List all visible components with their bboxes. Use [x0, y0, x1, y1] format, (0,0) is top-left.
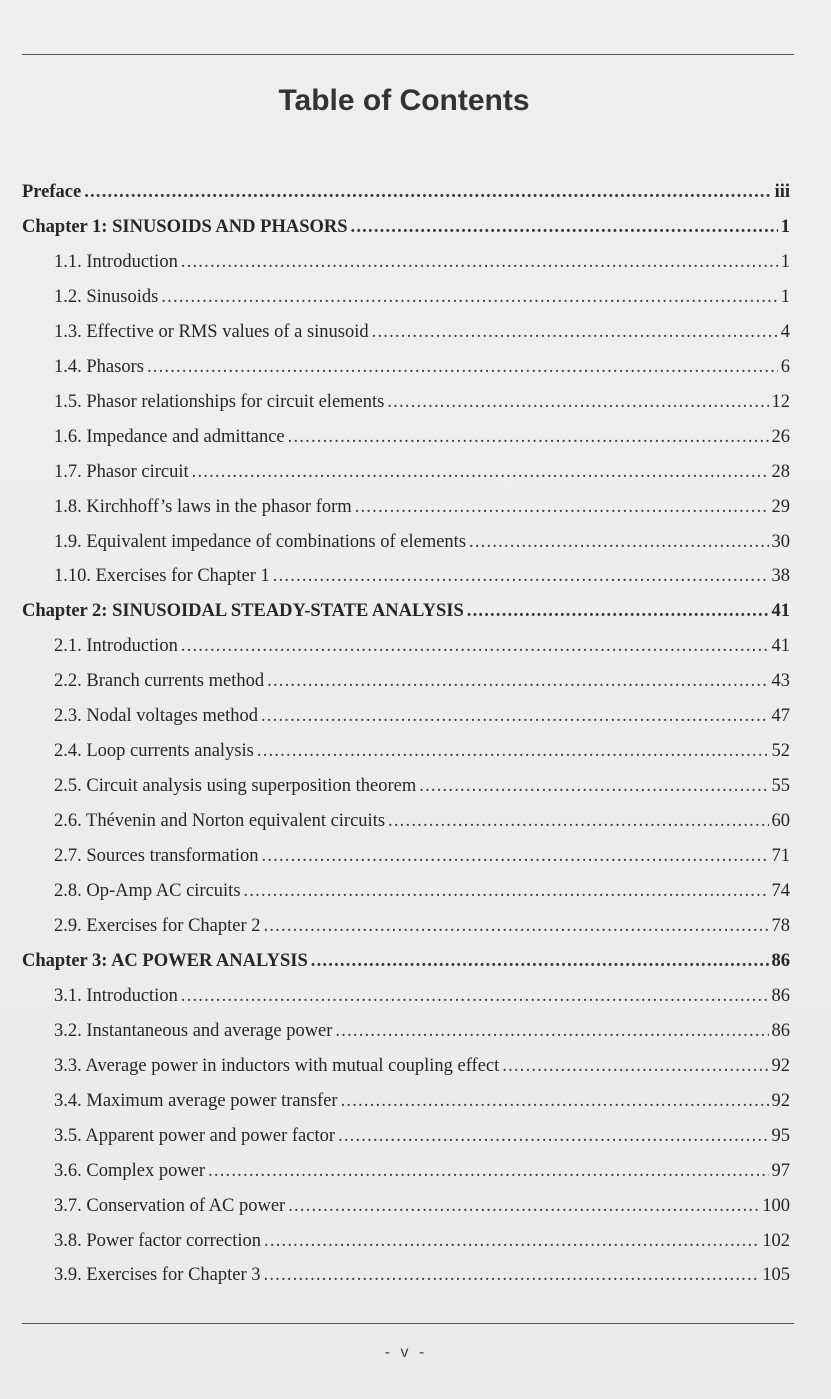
toc-section-entry [54, 245, 790, 280]
toc-entry-page-number: 86 [771, 950, 790, 971]
dot-leader [267, 664, 768, 699]
toc-entry-page-number: 97 [771, 1160, 790, 1181]
toc-section-entry [54, 350, 790, 385]
toc-entry-page-number: 78 [771, 915, 790, 936]
toc-section-entry [54, 734, 790, 769]
toc-section-entry [54, 979, 790, 1014]
toc-entry-page-number: 43 [771, 671, 790, 692]
toc-entry-label: 3.3. Average power in inductors with mutual coupling effect [54, 1055, 500, 1076]
dot-leader [387, 385, 768, 420]
header-rule [22, 54, 794, 55]
toc-entry-page-number: 1 [780, 216, 790, 237]
dot-leader [84, 175, 771, 210]
dot-leader [341, 1084, 769, 1119]
toc-section-entry [54, 769, 790, 804]
toc-section-entry [54, 280, 790, 315]
dot-leader [261, 699, 769, 734]
dot-leader [311, 944, 769, 979]
dot-leader [181, 629, 769, 664]
toc-entry-label: 1.4. Phasors [54, 356, 144, 377]
toc-entry-label: 3.8. Power factor correction [54, 1230, 262, 1251]
toc-entry-page-number: 4 [780, 321, 790, 342]
dot-leader [161, 280, 777, 315]
toc-section-entry [54, 385, 790, 420]
dot-leader [208, 1154, 768, 1189]
dot-leader [467, 594, 769, 629]
toc-entry-page-number: 52 [771, 741, 790, 762]
toc-entry-label: Chapter 2: SINUSOIDAL STEADY-STATE ANALYSIS [22, 601, 464, 622]
toc-entry-page-number: 6 [780, 356, 790, 377]
toc-section-entry [54, 804, 790, 839]
dot-leader [181, 979, 769, 1014]
toc-entry-label: 2.1. Introduction [54, 636, 178, 657]
toc-entry-page-number: 29 [771, 496, 790, 517]
toc-entry-label: 3.4. Maximum average power transfer [54, 1090, 338, 1111]
toc-entry-label: 1.7. Phasor circuit [54, 461, 189, 482]
toc-chapter-entry [22, 944, 790, 979]
toc-entry-label: 2.3. Nodal voltages method [54, 706, 258, 727]
toc-section-entry [54, 525, 790, 560]
toc-section-entry [54, 315, 790, 350]
toc-section-entry [54, 1154, 790, 1189]
toc-entry-page-number: 105 [762, 1265, 790, 1286]
toc-entry-page-number: 26 [771, 426, 790, 447]
toc-entry-label: 2.6. Thévenin and Norton equivalent circuits [54, 811, 386, 832]
dot-leader [273, 559, 769, 594]
toc-section-entry [54, 455, 790, 490]
page-number-footer: - v - [384, 1344, 428, 1361]
toc-entry-label: 1.2. Sinusoids [54, 286, 159, 307]
toc-chapter-entry [22, 594, 790, 629]
toc-entry-page-number: 95 [771, 1125, 790, 1146]
toc-entry-label: 3.6. Complex power [54, 1160, 206, 1181]
dot-leader [288, 1189, 759, 1224]
toc-entry-label: 2.5. Circuit analysis using superposition theorem [54, 776, 417, 797]
toc-entry-page-number: 100 [762, 1195, 790, 1216]
toc-entry-page-number: 74 [771, 881, 790, 901]
toc-section-entry [54, 1014, 790, 1049]
toc-entry-label: 3.1. Introduction [54, 985, 178, 1006]
toc-entry-label: 3.9. Exercises for Chapter 3 [54, 1265, 261, 1286]
dot-leader [335, 1014, 768, 1049]
toc-entry-label: 3.2. Instantaneous and average power [54, 1020, 333, 1041]
toc-chapter-entry [22, 175, 790, 210]
dot-leader [147, 350, 778, 385]
toc-entry-page-number: 47 [771, 706, 790, 727]
toc-entry-page-number: iii [774, 182, 790, 202]
toc-entry-label: 1.10. Exercises for Chapter 1 [54, 566, 270, 587]
toc-section-entry [54, 1119, 790, 1154]
toc-section-entry [54, 420, 790, 455]
dot-leader [244, 874, 769, 909]
dot-leader [264, 909, 769, 944]
toc-entry-page-number: 41 [771, 636, 790, 657]
toc-entry-page-number: 60 [771, 811, 790, 832]
dot-leader [181, 245, 778, 280]
dot-leader [338, 1119, 769, 1154]
toc-entry-label: 2.2. Branch currents method [54, 671, 265, 692]
toc-section-entry [54, 629, 790, 664]
toc-section-entry [54, 490, 790, 525]
toc-entry-label: 1.6. Impedance and admittance [54, 426, 285, 447]
toc-entry-label: Chapter 1: SINUSOIDS AND PHASORS [22, 216, 348, 237]
toc-entry-page-number: 55 [771, 776, 790, 797]
dot-leader [351, 210, 778, 245]
toc-entry-page-number: 71 [771, 846, 790, 867]
dot-leader [257, 734, 769, 769]
toc-entry-page-number: 1 [780, 286, 790, 307]
dot-leader [192, 455, 769, 490]
dot-leader [388, 804, 768, 839]
toc-entry-page-number: 1 [780, 251, 790, 272]
dot-leader [355, 490, 769, 525]
toc-entry-page-number: 38 [771, 566, 790, 587]
toc-entry-label: 1.9. Equivalent impedance of combinations of elements [54, 531, 467, 552]
dot-leader [262, 839, 769, 874]
toc-entry-page-number: 28 [771, 461, 790, 482]
dot-leader [264, 1258, 760, 1293]
toc-entry-label: 2.8. Op-Amp AC circuits [54, 881, 241, 901]
toc-entry-label: 3.5. Apparent power and power factor [54, 1125, 335, 1146]
toc-entry-label: 1.5. Phasor relationships for circuit elements [54, 391, 385, 412]
toc-entry-label: 3.7. Conservation of AC power [54, 1195, 286, 1216]
toc-section-entry [54, 1049, 790, 1084]
toc-entry-page-number: 92 [771, 1090, 790, 1111]
toc-entry-page-number: 86 [771, 985, 790, 1006]
toc-section-entry [54, 1224, 790, 1259]
toc-entry-page-number: 86 [771, 1020, 790, 1041]
toc-section-entry [54, 1084, 790, 1119]
dot-leader [288, 420, 769, 455]
toc-section-entry [54, 1258, 790, 1293]
toc-chapter-entry [22, 210, 790, 245]
toc-section-entry [54, 839, 790, 874]
toc-entry-label: 1.3. Effective or RMS values of a sinusoid [54, 321, 369, 342]
toc-section-entry [54, 874, 790, 909]
toc-entry-label: 1.8. Kirchhoff’s laws in the phasor form [54, 496, 352, 517]
toc-entry-page-number: 12 [771, 391, 790, 412]
toc-entry-page-number: 102 [762, 1230, 790, 1251]
dot-leader [502, 1049, 768, 1084]
toc-section-entry [54, 664, 790, 699]
toc-section-entry [54, 909, 790, 944]
toc-entry-label: 1.1. Introduction [54, 251, 178, 272]
toc-entry-label: 2.7. Sources transformation [54, 846, 259, 867]
footer-rule [22, 1323, 794, 1324]
toc-entry-label: 2.4. Loop currents analysis [54, 741, 254, 762]
toc-section-entry [54, 1189, 790, 1224]
dot-leader [264, 1224, 759, 1259]
dot-leader [372, 315, 778, 350]
page-title: Table of Contents [278, 84, 530, 117]
toc-entry-label: 2.9. Exercises for Chapter 2 [54, 915, 261, 936]
dot-leader [419, 769, 768, 804]
toc-section-entry [54, 559, 790, 594]
toc-entry-page-number: 30 [771, 531, 790, 552]
toc-entry-label: Chapter 3: AC POWER ANALYSIS [22, 950, 308, 971]
toc-entry-page-number: 41 [771, 601, 790, 622]
dot-leader [469, 525, 768, 560]
toc-entry-page-number: 92 [771, 1055, 790, 1076]
toc-section-entry [54, 699, 790, 734]
toc-entry-label: Preface [22, 182, 82, 202]
